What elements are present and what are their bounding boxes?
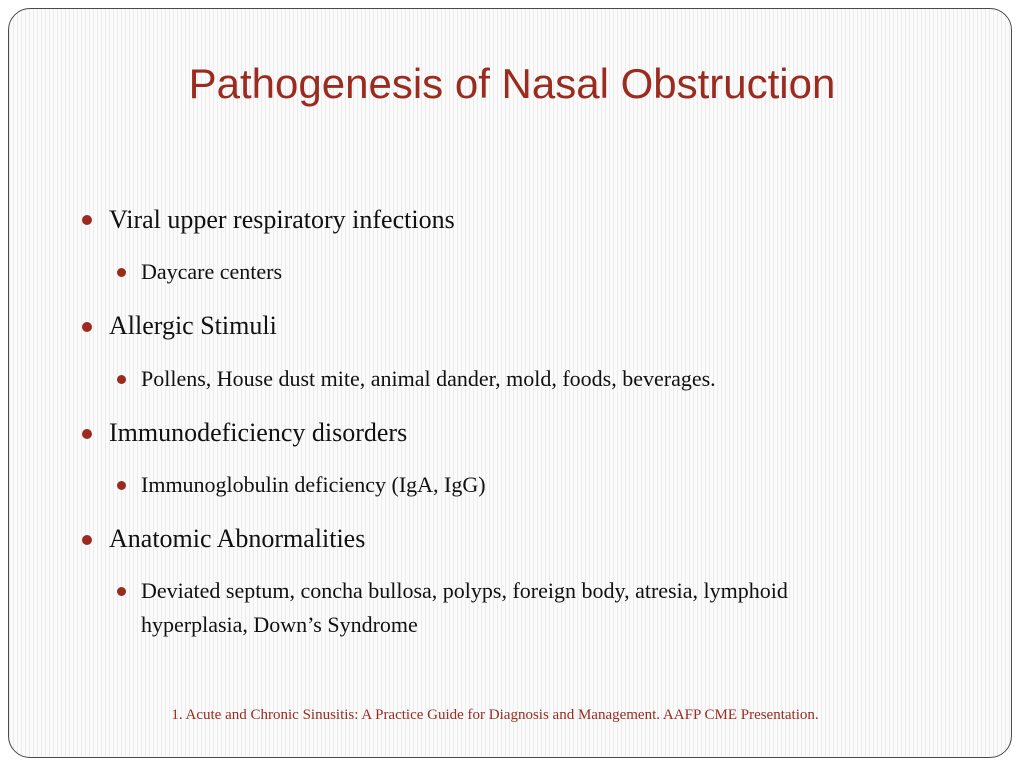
bullet-anatomic-abnormalities: Anatomic Abnormalities (109, 524, 366, 553)
bullet-dot-icon (82, 215, 92, 225)
sub-bullet-pollens: Pollens, House dust mite, animal dander, mold, foods, beverages. (141, 366, 716, 391)
sub-bullet-deviated-septum: Deviated septum, concha bullosa, polyps, foreign body, atresia, lymphoid hyperplasia, Down’s Syndrome (141, 578, 788, 637)
footnote-citation: 1. Acute and Chronic Sinusitis: A Practice Guide for Diagnosis and Management. AAFP CME Presentation. (171, 707, 819, 723)
bullet-dot-icon (82, 535, 92, 545)
bullet-dot-icon (82, 429, 92, 439)
bullet-allergic-stimuli: Allergic Stimuli (109, 311, 277, 340)
sub-bullet-dot-icon (117, 268, 126, 277)
sub-bullet-daycare: Daycare centers (141, 259, 283, 284)
sub-bullet-immunoglobulin: Immunoglobulin deficiency (IgA, IgG) (141, 472, 486, 497)
sub-bullet-dot-icon (117, 375, 126, 384)
sub-bullet-dot-icon (117, 587, 126, 596)
bullet-immunodeficiency: Immunodeficiency disorders (109, 418, 408, 447)
bullet-dot-icon (82, 322, 92, 332)
bullet-viral-infections: Viral upper respiratory infections (109, 205, 455, 234)
slide-title: Pathogenesis of Nasal Obstruction (188, 60, 836, 107)
sub-bullet-dot-icon (117, 481, 126, 490)
